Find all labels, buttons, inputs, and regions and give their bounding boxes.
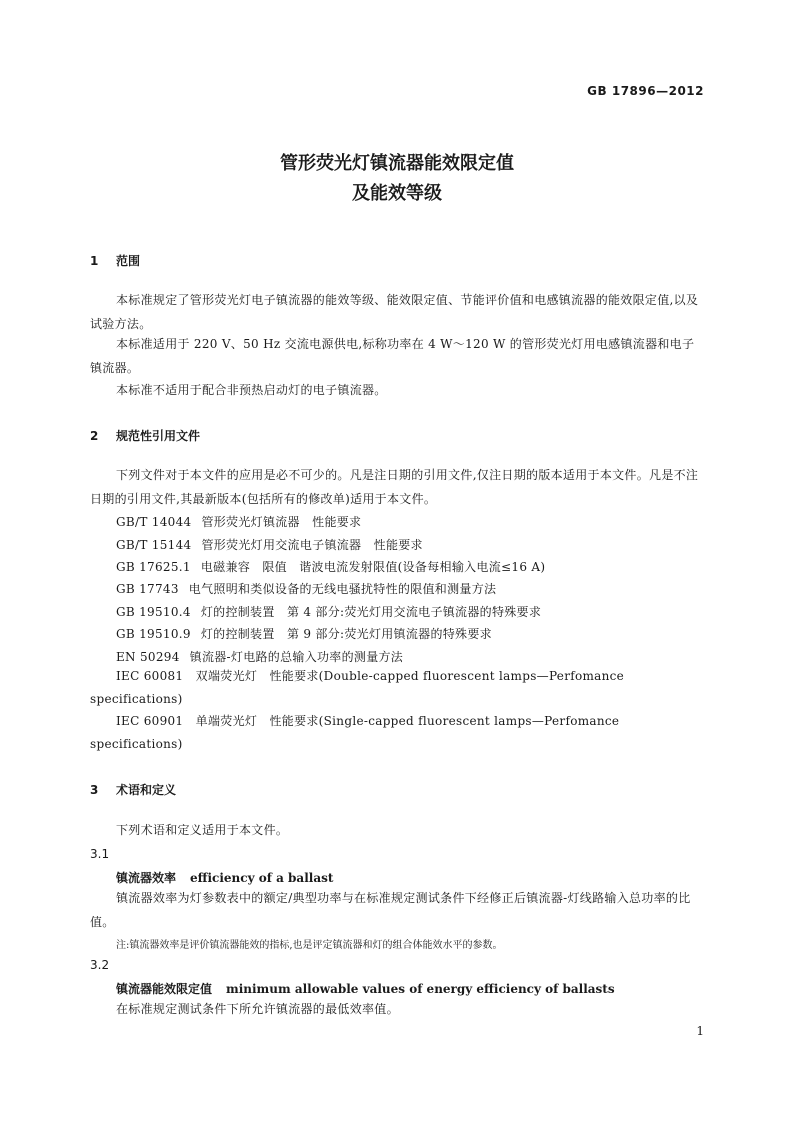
term-heading <box>116 869 333 886</box>
reference-title: 管形荧光灯用交流电子镇流器 性能要求 <box>201 538 423 552</box>
term-zh: 镇流器能效限定值 <box>116 982 213 996</box>
reference-item-iec-60901: IEC 60901 单端荧光灯 性能要求(Single-capped fluorescent lamps—Perfomance specifications) <box>90 714 620 751</box>
page-number: 1 <box>696 1024 704 1038</box>
reference-code: GB/T 15144 <box>116 538 192 552</box>
term-number: 3.1 <box>90 847 110 861</box>
reference-title: 电磁兼容 限值 谐波电流发射限值(设备每相输入电流≤16 A) <box>200 560 546 574</box>
reference-title: 灯的控制装置 第 4 部分:荧光灯用交流电子镇流器的特殊要求 <box>200 605 542 619</box>
term-number: 3.2 <box>90 958 110 972</box>
section-number: 1 <box>90 254 99 268</box>
term-en: minimum allowable values of energy efficiency of ballasts <box>226 982 615 996</box>
section-title: 范围 <box>116 254 141 268</box>
section-heading-normative-references <box>90 427 200 444</box>
document-title-line2: 及能效等级 <box>352 183 442 204</box>
reference-code: GB 17743 <box>116 582 179 596</box>
term-definition: 在标准规定测试条件下所允许镇流器的最低效率值。 <box>116 1002 399 1016</box>
section-number: 2 <box>90 429 99 443</box>
term-heading <box>116 980 615 997</box>
section-number: 3 <box>90 783 99 797</box>
term-zh: 镇流器效率 <box>116 871 177 885</box>
normative-intro: 下列文件对于本文件的应用是必不可少的。凡是注日期的引用文件,仅注日期的版本适用于本文件。凡是不注日期的引用文件,其最新版本(包括所有的修改单)适用于本文件。 <box>90 468 699 506</box>
reference-item-iec-60081: IEC 60081 双端荧光灯 性能要求(Double-capped fluorescent lamps—Perfomance specifications) <box>90 669 625 706</box>
document-title-line1: 管形荧光灯镇流器能效限定值 <box>280 153 514 174</box>
term-en: efficiency of a ballast <box>190 871 334 885</box>
terms-intro: 下列术语和定义适用于本文件。 <box>116 823 289 837</box>
reference-item <box>116 580 496 597</box>
reference-title: 电气照明和类似设备的无线电骚扰特性的限值和测量方法 <box>188 582 497 596</box>
reference-item <box>116 603 541 620</box>
section-title: 规范性引用文件 <box>116 429 201 443</box>
section-heading-scope <box>90 252 140 269</box>
term-definition: 镇流器效率为灯参数表中的额定/典型功率与在标准规定测试条件下经修正后镇流器-灯线路输入总功率的比值。 <box>90 891 691 929</box>
reference-item <box>116 536 423 553</box>
reference-title: 灯的控制装置 第 9 部分:荧光灯用镇流器的特殊要求 <box>200 627 492 641</box>
reference-code: EN 50294 <box>116 650 180 664</box>
standard-code: GB 17896—2012 <box>587 84 704 98</box>
reference-title: 镇流器-灯电路的总输入功率的测量方法 <box>189 650 404 664</box>
reference-item <box>116 648 403 665</box>
reference-code: GB/T 14044 <box>116 515 192 529</box>
reference-item <box>116 513 361 530</box>
section-heading-terms-definitions <box>90 781 176 798</box>
scope-paragraph-2: 本标准适用于 220 V、50 Hz 交流电源供电,标称功率在 4 W～120 W 的管形荧光灯用电感镇流器和电子镇流器。 <box>90 337 695 375</box>
reference-code: GB 19510.9 <box>116 627 191 641</box>
scope-paragraph-1: 本标准规定了管形荧光灯电子镇流器的能效等级、能效限定值、节能评价值和电感镇流器的能效限定值,以及试验方法。 <box>90 293 699 331</box>
reference-code: GB 19510.4 <box>116 605 191 619</box>
scope-paragraph-3: 本标准不适用于配合非预热启动灯的电子镇流器。 <box>116 383 387 397</box>
section-title: 术语和定义 <box>116 783 177 797</box>
term-note: 注:镇流器效率是评价镇流器能效的指标,也是评定镇流器和灯的组合体能效水平的参数。 <box>116 940 503 951</box>
reference-title: 管形荧光灯镇流器 性能要求 <box>201 515 362 529</box>
reference-item <box>116 625 492 642</box>
reference-code: GB 17625.1 <box>116 560 191 574</box>
reference-item <box>116 558 545 575</box>
